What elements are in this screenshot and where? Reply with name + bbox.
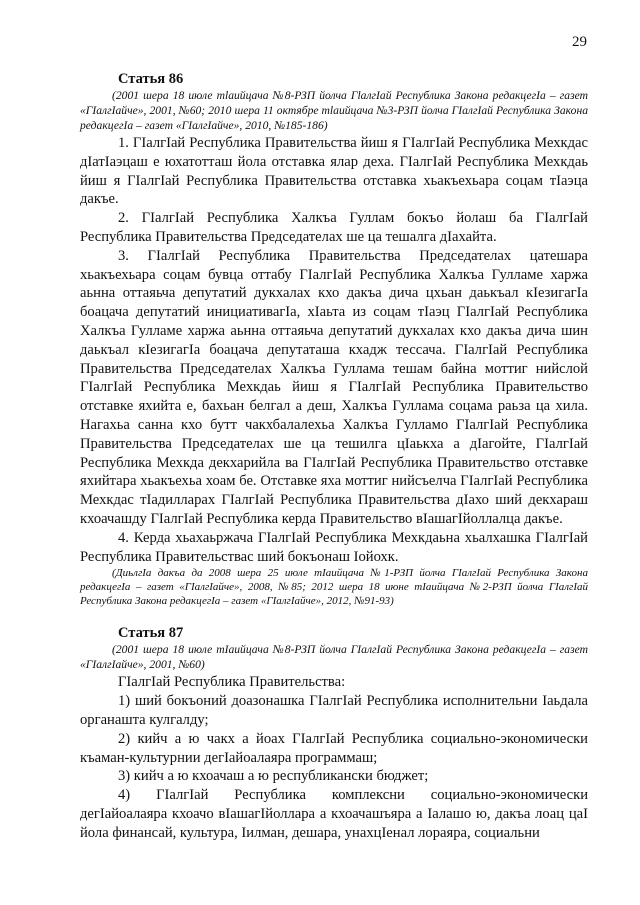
paragraph: 2. ГIалгIай Республика Халкъа Гуллам бокъо йолаш ба ГIалгIай Республика Правительства Председателах ше ца тешалга дIахайта. xyxy=(80,210,588,245)
article-86 xyxy=(80,70,588,608)
amendment-note: (2001 шера 18 июле тIаийцача №8-РЗП йолча ГIалгIай Республика Закона редакцегIа – газет «ГIалгIайче», 2001, №60) xyxy=(80,643,588,672)
paragraph: 4. Керда хьахаьржача ГIалгIай Республика Мехкдаьна хьалхашка ГIалгIай Республика Правительствас ший бокъонаш Iойохк. xyxy=(80,529,588,565)
amendment-note: (2001 шера 18 июле тlаийцача №8-РЗП йолча ГlалгIай Республика Закона редакцегIа – газет «ГIалгIайче», 2001, №60; 2010 шера 11 октябре тlаийцача №3-РЗП йолча ГIалгIай Республика Закона редакцегIа – газет «ГIалгIайче», 2010, №185-186) xyxy=(80,89,588,132)
article-title: Статья 86 xyxy=(118,71,184,87)
list-item: 2) кийч а ю чакх а йоах ГIалгIай Республика социально-экономически къаман-культурнии дегIайоалаяра программаш; xyxy=(80,730,588,766)
list-item: 1) ший бокъоний доазонашка ГIалгIай Республика исполнительни Iаьдала органашта кулгалду; xyxy=(80,693,588,728)
article-87 xyxy=(80,624,588,842)
article-title: Статья 87 xyxy=(118,625,184,642)
paragraph: ГIалгIай Республика Правительства: xyxy=(118,674,346,691)
page-number: 29 xyxy=(572,34,587,50)
document-body xyxy=(80,70,588,843)
paragraph: 1. ГIалгIай Республика Правительства йиш я ГIалгIай Республика Мехкдас дIатIаэцаш е юхатотташ йола отставка ялар деха. ГIалгIай Республика Мехкдаь йиш я ГIалгIай Республика Правительства отставка хьакъехьара соцам тIаэца дакъе. xyxy=(80,135,588,208)
list-item: 4) ГIалгIай Республика комплексни социально-экономически дегIайоалаяра кхоачо вIашагIйоллара а кхоачашъяра а Iалашо ю, дакъа лоац цаI йола финансай, культура, Iилман, дешара, унахцIенал лораяра, социальни xyxy=(80,787,588,841)
list-item: 3) кийч а ю кхоачаш а ю республикански бюджет; xyxy=(118,768,429,785)
paragraph: 3. ГIалгIай Республика Правительства Председателах цатешара хьакъехьара соцам бувца оттабу ГIалгIай Республика Халкъа Гулламе харжа аьнна оттаяьча депутатий дукхалах кхо дакъа дича цхьан даькъал кIезигагIа боацача депутатий инициативагIа, хIаьта из соцам тIаэц ГIалгIай Республика Халкъа Гулламе харжа аьнна оттаяьча депутатий дукхалах кхо дакъа дича шин даькъал кIезигагIа боацача депутаташа кхадж тессача. ГIалгIай Республика Правительства Председателах Халкъа Гуллама тешам байна моттиг нийслой ГIалгIай Республика Мехкдаь йиш я ГIалгIай Республика Правительство отставке яхийта е, бахьан белгал а деш, Халкъа Гуллама соцама раьза ца хила. Нагахьа санна кхо бутт чакхбалалехьа Халкъа Гулламо ГIалгIай Республика Правительства Председателах ше ца тешилга цIаькха а дIагойте, ГIалгIай Республика Мехкда декхарийла ва ГIалгIай Республика Правительство отставке яхийтара хьакъехьа хоам бе. Отставке яха моттиг нийсъелча ГIалгIай Республика Мехкдас тIадилларах ГIалгIай Республика Правительства дIахо ший декхараш кхоачашду ГIалгIай Республика керда Правительство вIашагIйоллалца дакъе. xyxy=(80,247,588,527)
closing-note: (ДиьлгIа дакъа да 2008 шера 25 июле тIаийцача №1-РЗП йолча ГIалгIай Республика Закона редакцегIа – газет «ГIалгIайче», 2008, №85; 2012 шера 18 июне тIаийцача №2-РЗП йолча ГIалгIай Республика Закона редакцегIа – газет «ГIалгIайче», 2012, №91-93) xyxy=(80,567,588,608)
